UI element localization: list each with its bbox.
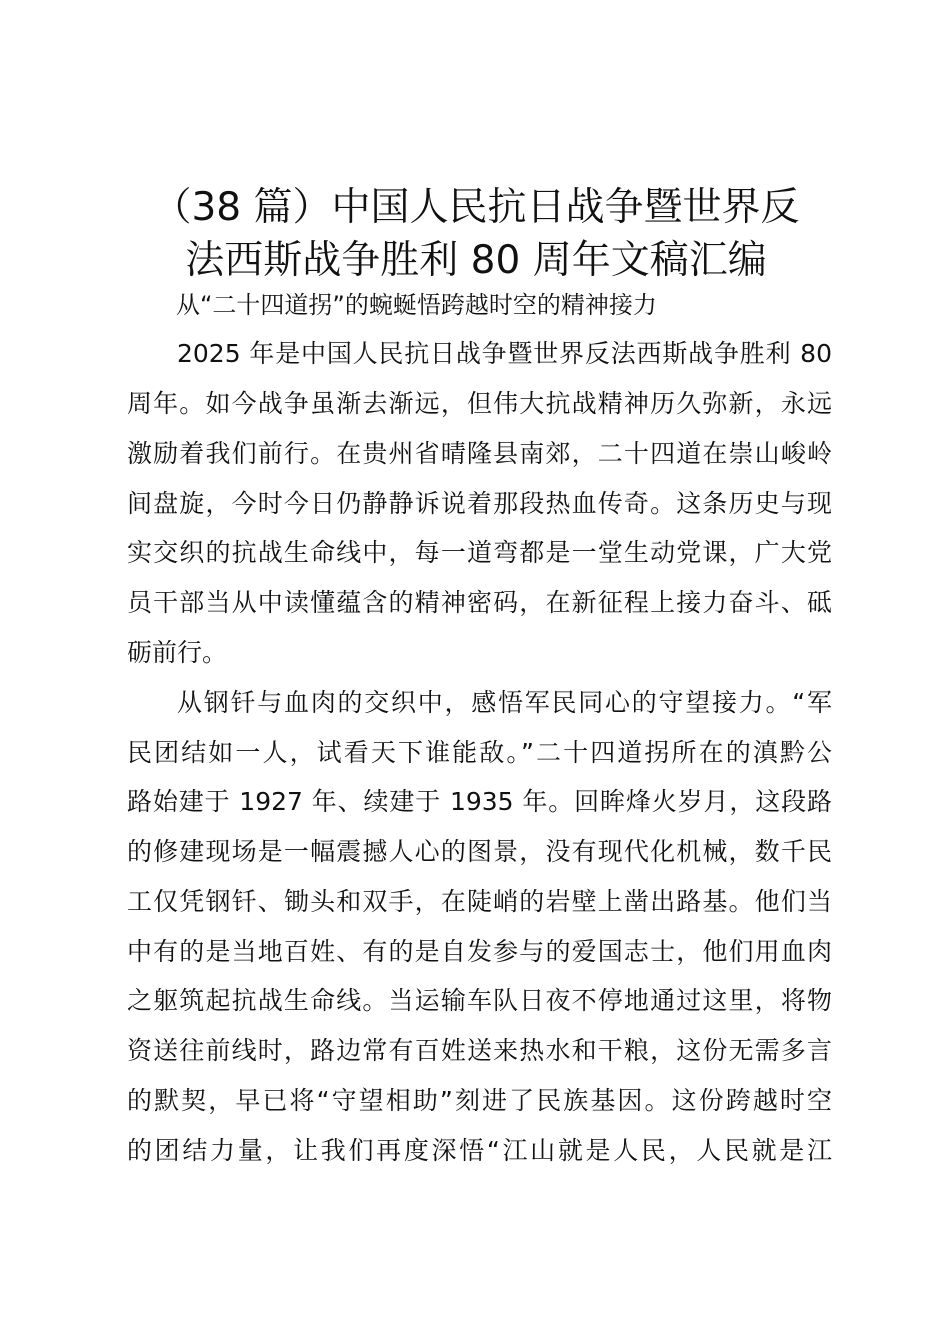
paragraph-2-line: 从钢钎与血肉的交织中，感悟军民同心的守望接力。“军 bbox=[177, 688, 832, 717]
paragraph-1-line: 周年。如今战争虽渐去渐远，但伟大抗战精神历久弥新，永远 bbox=[127, 389, 832, 418]
paragraph-1-line: 激励着我们前行。在贵州省晴隆县南郊，二十四道在崇山峻岭 bbox=[127, 439, 832, 468]
paragraph-2-line: 的团结力量，让我们再度深悟“江山就是人民，人民就是江 bbox=[127, 1136, 832, 1165]
paragraph-2-line: 工仅凭钢钎、锄头和双手，在陡峭的岩壁上凿出路基。他们当 bbox=[127, 887, 832, 916]
paragraph-1-line: 员干部当从中读懂蕴含的精神密码，在新征程上接力奋斗、砥 bbox=[127, 588, 832, 617]
paragraph-2-line: 民团结如一人，试看天下谁能敌。”二十四道拐所在的滇黔公 bbox=[127, 738, 832, 767]
paragraph-2-line: 中有的是当地百姓、有的是自发参与的爱国志士，他们用血肉 bbox=[127, 937, 832, 966]
paragraph-2-line: 的修建现场是一幅震撼人心的图景，没有现代化机械，数千民 bbox=[127, 837, 832, 866]
paragraph-1-line: 砺前行。 bbox=[127, 638, 228, 667]
paragraph-1-line: 实交织的抗战生命线中，每一道弯都是一堂生动党课，广大党 bbox=[127, 538, 832, 567]
paragraph-1-line: 2025 年是中国人民抗日战争暨世界反法西斯战争胜利 80 bbox=[177, 339, 832, 368]
paragraph-2-line: 资送往前线时，路边常有百姓送来热水和干粮，这份无需多言 bbox=[127, 1036, 832, 1065]
paragraph-2-line: 之躯筑起抗战生命线。当运输车队日夜不停地通过这里，将物 bbox=[127, 986, 832, 1015]
article-subtitle: 从“二十四道拐”的蜿蜒悟跨越时空的精神接力 bbox=[176, 291, 657, 319]
document-title-line-1: （38 篇）中国人民抗日战争暨世界反 bbox=[152, 185, 800, 230]
paragraph-2-line: 路始建于 1927 年、续建于 1935 年。回眸烽火岁月，这段路 bbox=[127, 787, 832, 816]
document-title-line-2: 法西斯战争胜利 80 周年文稿汇编 bbox=[185, 238, 767, 283]
paragraph-2-line: 的默契，早已将“守望相助”刻进了民族基因。这份跨越时空 bbox=[127, 1086, 832, 1115]
paragraph-1-line: 间盘旋，今时今日仍静静诉说着那段热血传奇。这条历史与现 bbox=[127, 489, 832, 518]
